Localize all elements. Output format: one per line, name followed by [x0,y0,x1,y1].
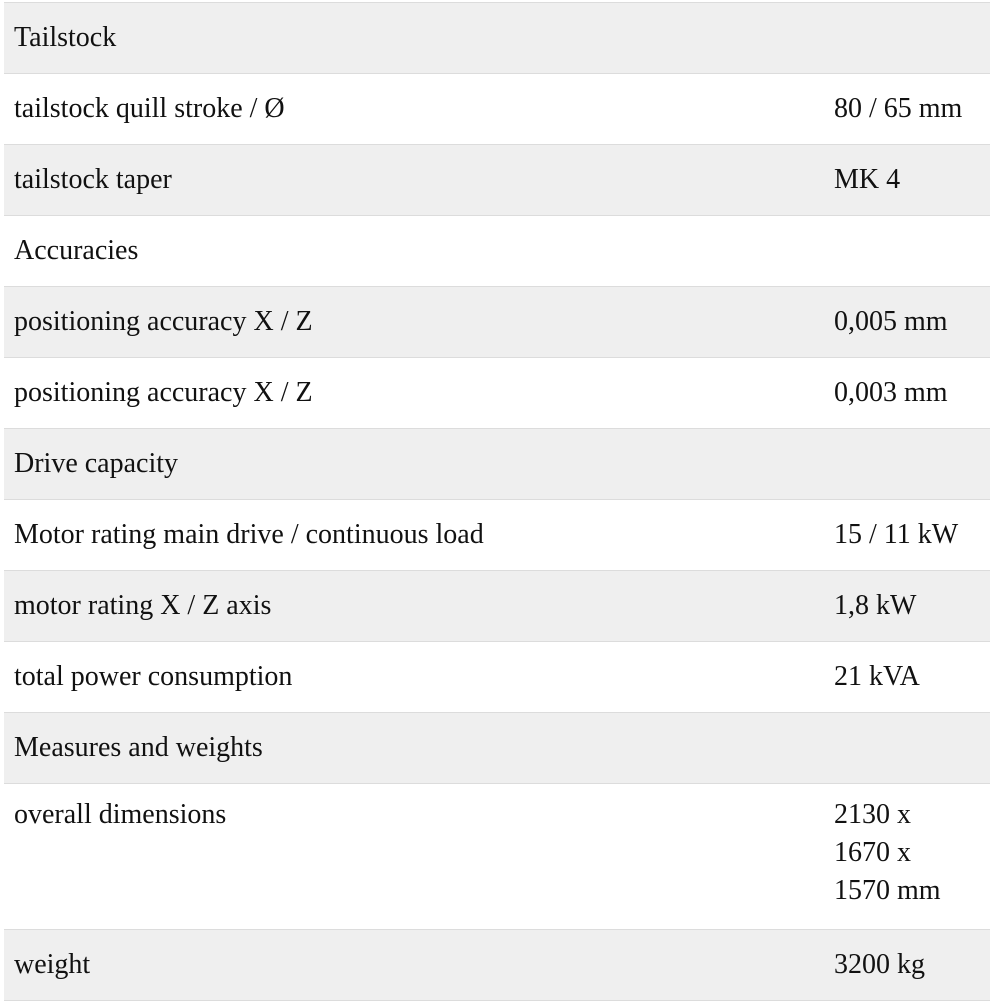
spec-label: positioning accuracy X / Z [4,358,824,429]
spec-value: 1,8 kW [824,571,990,642]
spec-row [4,571,990,642]
spec-value: 21 kVA [824,642,990,713]
section-row-accuracies [4,216,990,287]
spec-row [4,930,990,1001]
spec-value-line: 2130 x [834,799,911,830]
spec-value: 0,003 mm [824,358,990,429]
section-value [824,429,990,500]
spec-value [824,784,990,930]
spec-row [4,500,990,571]
section-row-measures-and-weights [4,713,990,784]
spec-label: positioning accuracy X / Z [4,287,824,358]
spec-row [4,358,990,429]
section-label: Drive capacity [4,429,824,500]
section-row-tailstock [4,3,990,74]
section-value [824,3,990,74]
spec-value: MK 4 [824,145,990,216]
spec-label: tailstock quill stroke / Ø [4,74,824,145]
spec-row [4,784,990,930]
section-value [824,216,990,287]
spec-label: total power consumption [4,642,824,713]
spec-value: 15 / 11 kW [824,500,990,571]
spec-label: Motor rating main drive / continuous load [4,500,824,571]
section-label: Tailstock [4,3,824,74]
spec-row [4,642,990,713]
spec-value-line: 1670 x [834,837,911,868]
spec-value: 3200 kg [824,930,990,1001]
spec-table [4,2,990,1001]
section-value [824,713,990,784]
spec-row [4,145,990,216]
spec-label: weight [4,930,824,1001]
spec-row [4,74,990,145]
spec-value: 0,005 mm [824,287,990,358]
spec-value-line: 1570 mm [834,875,941,906]
spec-row [4,287,990,358]
section-label: Measures and weights [4,713,824,784]
spec-value: 80 / 65 mm [824,74,990,145]
spec-label: overall dimensions [4,784,824,930]
spec-label: motor rating X / Z axis [4,571,824,642]
section-label: Accuracies [4,216,824,287]
section-row-drive-capacity [4,429,990,500]
spec-label: tailstock taper [4,145,824,216]
